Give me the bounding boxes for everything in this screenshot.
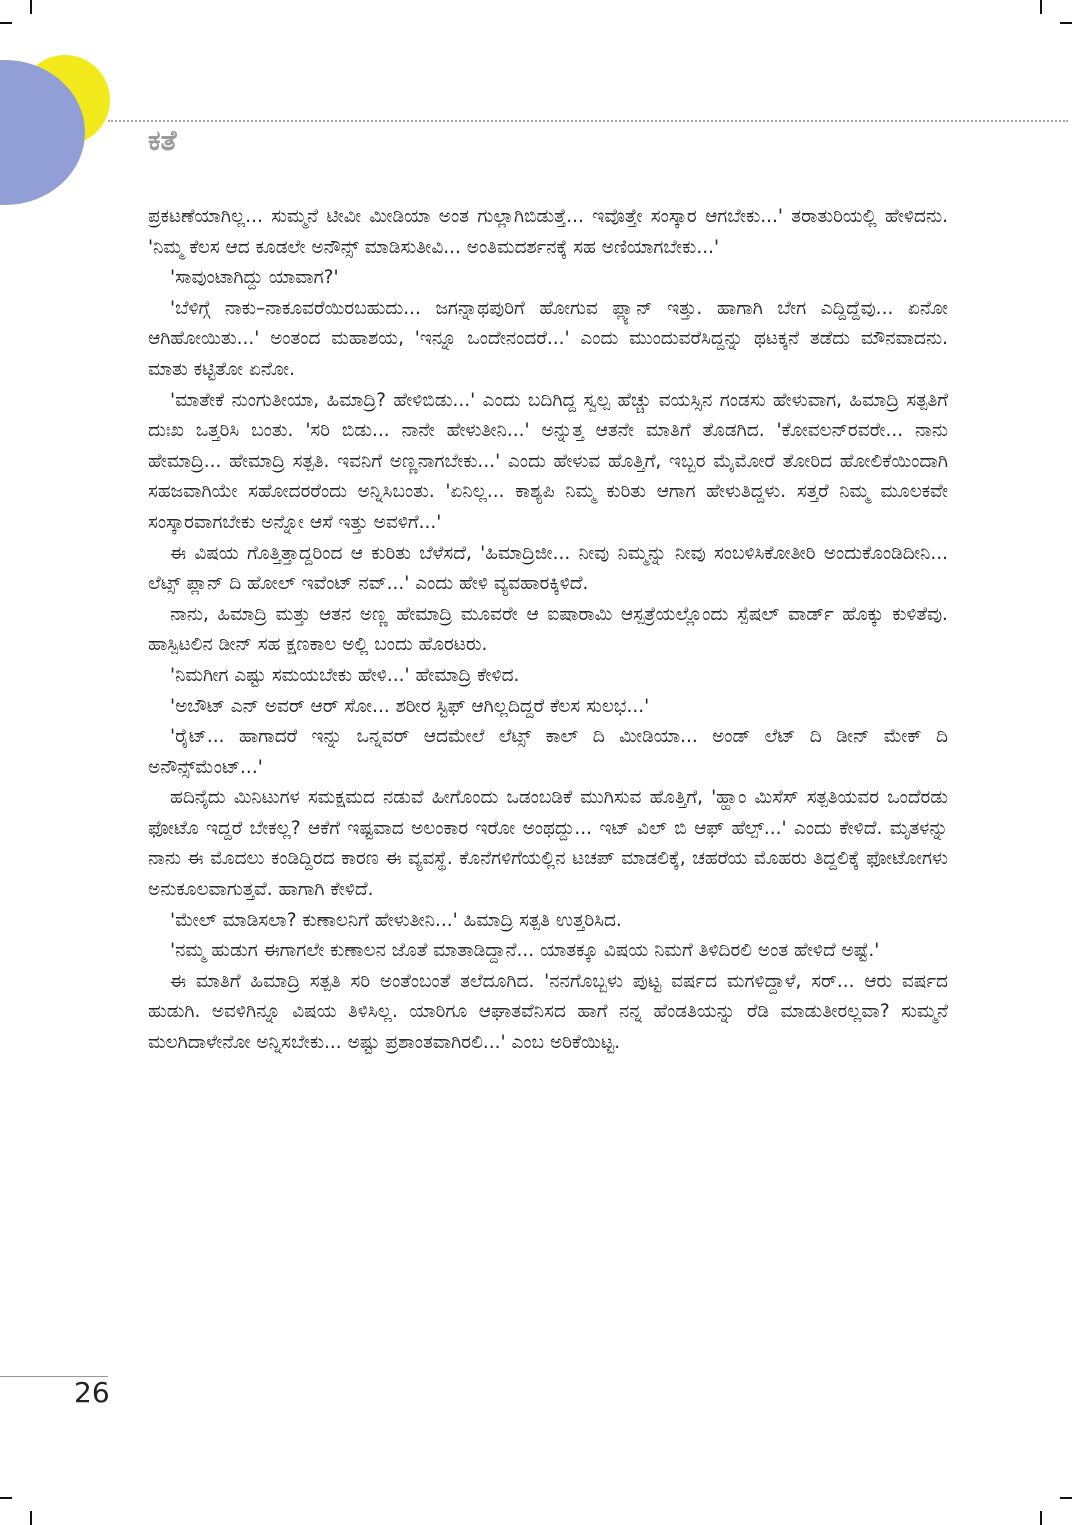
crop-mark <box>1060 1497 1072 1499</box>
crop-mark <box>30 1511 32 1525</box>
header-dotted-rule <box>108 120 1068 122</box>
paragraph: 'ರೈಟ್... ಹಾಗಾದರೆ ಇನ್ನು ಒನ್ನವರ್ ಆದಮೇಲೆ ಲೆಟ್ಸ್ ಕಾಲ್ ದಿ ಮೀಡಿಯಾ... ಅಂಡ್ ಲೆಟ್ ದಿ ಡೀನ್ ಮೇಕ್ ದಿ ಅನೌನ್ಸ್‌ಮೆಂಟ್...' <box>148 726 948 778</box>
crop-mark <box>0 1497 12 1499</box>
crop-mark <box>1040 1511 1042 1525</box>
story-body <box>148 202 948 1059</box>
crop-mark <box>1040 0 1042 14</box>
paragraph: ಈ ವಿಷಯ ಗೊತ್ತಿತ್ತಾದ್ದರಿಂದ ಆ ಕುರಿತು ಬೆಳೆಸದೆ, 'ಹಿಮಾದ್ರಿಜೀ... ನೀವು ನಿಮ್ಮನ್ನು ನೀವು ಸಂಬಳಿಸಿಕೋತೀರಿ ಅಂದುಕೊಂಡಿದೀನಿ... ಲೆಟ್ಸ್ ಪ್ಲಾನ್ ದಿ ಹೋಲ್ ಇವೆಂಟ್ ನವ್...' ಎಂದು ಹೇಳಿ ವ್ಯವಹಾರಕ್ಕಿಳಿದೆ. <box>148 542 948 595</box>
paragraph: 'ಮಾತೇಕೆ ನುಂಗುತೀಯಾ, ಹಿಮಾದ್ರಿ? ಹೇಳಿಬಿಡು...' ಎಂದು ಬದಿಗಿದ್ದ ಸ್ವಲ್ಪ ಹೆಚ್ಚು ವಯಸ್ಸಿನ ಗಂಡಸು ಹೇಳುವಾಗ, ಹಿಮಾದ್ರಿ ಸತ್ಪತಿಗೆ ದುಃಖ ಒತ್ತರಿಸಿ ಬಂತು. 'ಸರಿ ಬಿಡು... ನಾನೇ ಹೇಳುತೀನಿ...' ಅನ್ನುತ್ತ ಆತನೇ ಮಾತಿಗೆ ತೊಡಗಿದ. 'ಕೋವಲನ್‌ರವರೇ... ನಾನು ಹೇಮಾದ್ರಿ... ಹೇಮಾದ್ರಿ ಸತ್ಪತಿ. ಇವನಿಗೆ ಅಣ್ಣನಾಗಬೇಕು...' ಎಂದು ಹೇಳುವ ಹೊತ್ತಿಗೆ, ಇಬ್ಬರ ಮೈಮೋರೆ ತೋರಿದ ಹೋಲಿಕೆಯಿಂದಾಗಿ ಸಹಜವಾಗಿಯೇ ಸಹೋದರರೆಂದು ಅನ್ನಿಸಿಬಂತು. 'ಏನಿಲ್ಲ... ಕಾಶ್ಯಪಿ ನಿಮ್ಮ ಕುರಿತು ಆಗಾಗ ಹೇಳುತಿದ್ದಳು. ಸತ್ತರೆ ನಿಮ್ಮ ಮೂಲಕವೇ ಸಂಸ್ಕಾರವಾಗಬೇಕು ಅನ್ನೋ ಆಸೆ ಇತ್ತು ಅವಳಿಗೆ...' <box>148 389 948 533</box>
header-decoration <box>0 0 130 210</box>
paragraph: ಈ ಮಾತಿಗೆ ಹಿಮಾದ್ರಿ ಸತ್ಪತಿ ಸರಿ ಅಂತೆಂಬಂತೆ ತಲೆದೂಗಿದ. 'ನನಗೊಬ್ಬಳು ಪುಟ್ಟ ವರ್ಷದ ಮಗಳಿದ್ದಾಳೆ, ಸರ್... ಆರು ವರ್ಷದ ಹುಡುಗಿ. ಅವಳಿಗಿನ್ನೂ ವಿಷಯ ತಿಳಿಸಿಲ್ಲ. ಯಾರಿಗೂ ಆಘಾತವೆನಿಸದ ಹಾಗೆ ನನ್ನ ಹೆಂಡತಿಯನ್ನು ರೆಡಿ ಮಾಡುತೀರಲ್ಲವಾ? ಸುಮ್ಮನೆ ಮಲಗಿದಾಳೇನೋ ಅನ್ನಿಸಬೇಕು... ಅಷ್ಟು ಪ್ರಶಾಂತವಾಗಿರಲಿ...' ಎಂಬ ಅರಿಕೆಯಿಟ್ಟ. <box>148 970 948 1054</box>
paragraph: 'ಅಬೌಟ್ ಎನ್ ಅವರ್ ಆರ್ ಸೋ... ಶರೀರ ಸ್ಟಿಫ್ ಆಗಿಲ್ಲದಿದ್ದರೆ ಕೆಲಸ ಸುಲಭ...' <box>170 695 650 717</box>
paragraph: 'ಸಾವುಂಟಾಗಿದ್ದು ಯಾವಾಗ?' <box>170 267 339 289</box>
paragraph: 'ಬೆಳಿಗ್ಗೆ ನಾಕು–ನಾಕೂವರೆಯಿರಬಹುದು... ಜಗನ್ನಾಥಪುರಿಗೆ ಹೋಗುವ ಪ್ಲ್ಯಾನ್ ಇತ್ತು. ಹಾಗಾಗಿ ಬೇಗ ಎದ್ದಿದ್ದೆವು... ಏನೋ ಆಗಿಹೋಯಿತು...' ಅಂತಂದ ಮಹಾಶಯ, 'ಇನ್ನೂ ಒಂದೇನಂದರೆ...' ಎಂದು ಮುಂದುವರೆಸಿದ್ದನ್ನು ಥಟಕ್ಕನೆ ತಡೆದು ಮೌನವಾದನು. ಮಾತು ಕಟ್ಟಿತೋ ಏನೋ. <box>148 297 948 380</box>
section-title: ಕತೆ <box>148 124 177 157</box>
paragraph: ನಾನು, ಹಿಮಾದ್ರಿ ಮತ್ತು ಆತನ ಅಣ್ಣ ಹೇಮಾದ್ರಿ ಮೂವರೇ ಆ ಐಷಾರಾಮಿ ಆಸ್ಪತ್ರೆಯಲ್ಲೊಂದು ಸ್ಪೆಷಲ್ ವಾರ್ಡ್ ಹೊಕ್ಕು ಕುಳಿತೆವು. ಹಾಸ್ಪಿಟಲಿನ ಡೀನ್ ಸಹ ಕ್ಷಣಕಾಲ ಅಲ್ಲಿ ಬಂದು ಹೊರಟರು. <box>148 603 948 656</box>
paragraph: 'ನಮ್ಮ ಹುಡುಗ ಈಗಾಗಲೇ ಕುಣಾಲನ ಜೊತೆ ಮಾತಾಡಿದ್ದಾನೆ... ಯಾತಕ್ಕೂ ವಿಷಯ ನಿಮಗೆ ತಿಳಿದಿರಲಿ ಅಂತ ಹೇಳಿದೆ ಅಷ್ಟೆ.' <box>170 940 880 962</box>
paragraph: 'ಮೇಲ್ ಮಾಡಿಸಲಾ? ಕುಣಾಲನಿಗೆ ಹೇಳುತೀನಿ...' ಹಿಮಾದ್ರಿ ಸತ್ಪತಿ ಉತ್ತರಿಸಿದ. <box>170 909 622 931</box>
paragraph: ಪ್ರಕಟಣೆಯಾಗಿಲ್ಲ... ಸುಮ್ಮನೆ ಟೀವೀ ಮೀಡಿಯಾ ಅಂತ ಗುಲ್ಲಾಗಿಬಿಡುತ್ತೆ... ಇವೊತ್ತೇ ಸಂಸ್ಕಾರ ಆಗಬೇಕು...' ತರಾತುರಿಯಲ್ಲಿ ಹೇಳಿದನು. 'ನಿಮ್ಮ ಕೆಲಸ ಆದ ಕೂಡಲೇ ಅನೌನ್ಸ್ ಮಾಡಿಸುತೀವಿ... ಅಂತಿಮದರ್ಶನಕ್ಕೆ ಸಹ ಅಣಿಯಾಗಬೇಕು...' <box>148 206 948 258</box>
page-number: 26 <box>74 1376 110 1409</box>
paragraph: ಹದಿನೈದು ಮಿನಿಟುಗಳ ಸಮಕ್ಷಮದ ನಡುವೆ ಹೀಗೊಂದು ಒಡಂಬಡಿಕೆ ಮುಗಿಸುವ ಹೊತ್ತಿಗೆ, 'ಹ್ಹಾಂ ಮಿಸೆಸ್ ಸತ್ಪತಿಯವರ ಒಂದೆರಡು ಫೋಟೊ ಇದ್ದರೆ ಬೇಕಲ್ಲ? ಆಕೆಗೆ ಇಷ್ಟವಾದ ಅಲಂಕಾರ ಇರೋ ಅಂಥದ್ದು... ಇಟ್ ವಿಲ್ ಬಿ ಆಫ್ ಹೆಲ್ಪ್...' ಎಂದು ಕೇಳಿದೆ. ಮೃತಳನ್ನು ನಾನು ಈ ಮೊದಲು ಕಂಡಿದ್ದಿರದ ಕಾರಣ ಈ ವ್ಯವಸ್ಥೆ. ಕೊನೆಗಳಿಗೆಯಲ್ಲಿನ ಟಚಪ್ ಮಾಡಲಿಕ್ಕೆ, ಚಹರೆಯ ಮೊಹರು ತಿದ್ದಲಿಕ್ಕೆ ಫೋಟೋಗಳು ಅನುಕೂಲವಾಗುತ್ತವೆ. ಹಾಗಾಗಿ ಕೇಳಿದೆ. <box>148 787 948 901</box>
crop-mark <box>1060 22 1072 24</box>
paragraph: 'ನಿಮಗೀಗ ಎಷ್ಟು ಸಮಯಬೇಕು ಹೇಳಿ...' ಹೇಮಾದ್ರಿ ಕೇಳಿದ. <box>170 664 520 686</box>
